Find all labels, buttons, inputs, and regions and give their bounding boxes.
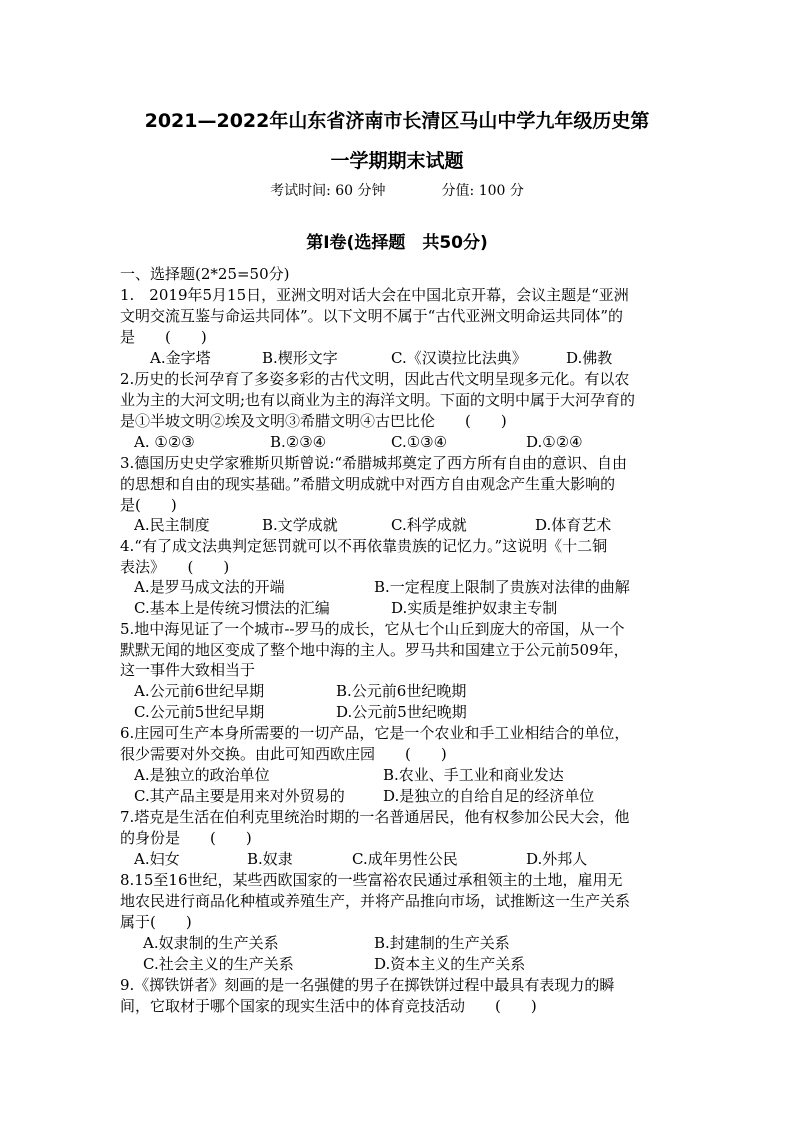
question-line: 3.德国历史史学家雅斯贝斯曾说:“希腊城邦奠定了西方所有自由的意识、自由 — [120, 454, 628, 472]
option: C.《汉谟拉比法典》 — [391, 349, 527, 367]
question-line: 业为主的大河文明;也有以商业为主的海洋文明。下面的文明中属于大河孕育的 — [120, 391, 636, 409]
option: B.公元前6世纪晚期 — [336, 682, 467, 700]
exam-title-line-2: 一学期期末试题 — [330, 150, 464, 172]
option: C.科学成就 — [391, 516, 467, 534]
question-line: 的身份是 ( ) — [120, 829, 252, 847]
option: D.公元前5世纪晚期 — [336, 703, 467, 721]
question-line: 属于( ) — [120, 913, 192, 931]
exam-meta — [0, 180, 794, 200]
option: A.妇女 — [134, 850, 180, 868]
option: B.农业、手工业和商业发达 — [383, 766, 564, 784]
option: D.外邦人 — [526, 850, 588, 868]
option: D.实质是维护奴隶主专制 — [391, 599, 558, 617]
option: D.佛教 — [566, 349, 613, 367]
option: B.楔形文字 — [262, 349, 338, 367]
option: B.封建制的生产关系 — [374, 934, 510, 952]
question-line: 默默无闻的地区变成了整个地中海的主人。罗马共和国建立于公元前509年， — [120, 641, 629, 659]
question-line: 是( ) — [120, 496, 177, 514]
question-line: 2.历史的长河孕育了多姿多彩的古代文明，因此古代文明呈现多元化。有以农 — [120, 370, 630, 388]
option: A.是罗马成文法的开端 — [134, 578, 285, 596]
question-line: 7.塔克是生活在伯利克里统治时期的一名普通居民，他有权参加公民大会，他 — [120, 808, 630, 826]
exam-score: 分值: 100 分 — [441, 183, 524, 199]
option: D.体育艺术 — [535, 516, 612, 534]
question-line: 9.《掷铁饼者》刻画的是一名强健的男子在掷铁饼过程中最具有表现力的瞬 — [120, 976, 615, 994]
option: D.是独立的自给自足的经济单位 — [383, 787, 595, 805]
option: B.②③④ — [270, 433, 327, 451]
question-line: 这一事件大致相当于 — [120, 661, 256, 679]
section-title: 第Ⅰ卷(选择题 共50分) — [306, 233, 488, 253]
option: A.民主制度 — [134, 516, 210, 534]
exam-time: 考试时间: 60 分钟 — [270, 183, 386, 199]
option: C.成年男性公民 — [352, 850, 458, 868]
part-heading: 一、选择题(2*25=50分) — [120, 265, 290, 283]
option: C.其产品主要是用来对外贸易的 — [134, 787, 345, 805]
question-line: 8.15至16世纪，某些西欧国家的一些富裕农民通过承租领主的土地，雇用无 — [120, 871, 623, 889]
question-line: 4.“有了成文法典判定惩罚就可以不再依靠贵族的记忆力。”这说明《十二铜 — [120, 537, 608, 555]
question-line: 的思想和自由的现实基础。”希腊文明成就中对西方自由观念产生重大影响的 — [120, 475, 616, 493]
question-line: 6.庄园可生产本身所需要的一切产品，它是一个农业和手工业相结合的单位， — [120, 724, 630, 742]
option: C.公元前5世纪早期 — [134, 703, 265, 721]
question-line: 1. 2019年5月15日，亚洲文明对话大会在中国北京开幕，会议主题是“亚洲 — [120, 286, 629, 304]
question-line: 间，它取材于哪个国家的现实生活中的体育竞技活动 ( ) — [120, 997, 537, 1015]
question-line: 是①半坡文明②埃及文明③希腊文明④古巴比伦 ( ) — [120, 412, 507, 430]
question-line: 文明交流互鉴与命运共同体”。以下文明不属于“古代亚洲文明命运共同体”的 — [120, 307, 624, 325]
question-line: 表法》 ( ) — [120, 558, 230, 576]
option: C.社会主义的生产关系 — [143, 955, 294, 973]
question-line: 是 ( ) — [120, 328, 207, 346]
option: A.奴隶制的生产关系 — [143, 934, 279, 952]
exam-title-line-1: 2021—2022年山东省济南市长清区马山中学九年级历史第 — [144, 110, 650, 132]
option: A.金字塔 — [150, 349, 211, 367]
option: D.①②④ — [526, 433, 583, 451]
option: D.资本主义的生产关系 — [374, 955, 526, 973]
question-line: 很少需要对外交换。由此可知西欧庄园 ( ) — [120, 745, 447, 763]
option: B.奴隶 — [247, 850, 293, 868]
option: C.基本上是传统习惯法的汇编 — [134, 599, 330, 617]
option: A.是独立的政治单位 — [134, 766, 270, 784]
option: C.①③④ — [391, 433, 448, 451]
option: B.文学成就 — [262, 516, 338, 534]
question-line: 5.地中海见证了一个城市--罗马的成长，它从七个山丘到庞大的帝国，从一个 — [120, 620, 625, 638]
option: B.一定程度上限制了贵族对法律的曲解 — [374, 578, 630, 596]
option: A.公元前6世纪早期 — [134, 682, 265, 700]
option: A. ①②③ — [134, 433, 195, 451]
question-line: 地农民进行商品化种植或养殖生产，并将产品推向市场，试推断这一生产关系 — [120, 892, 631, 910]
